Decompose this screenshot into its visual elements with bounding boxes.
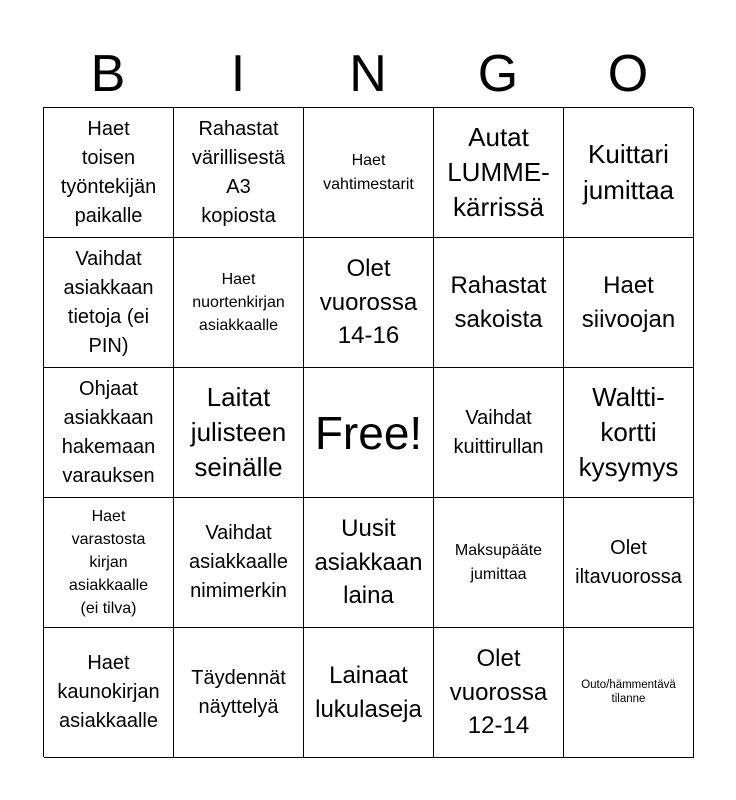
bingo-cell[interactable]: Olet iltavuorossa [564,498,694,628]
header-letter-b: B [90,45,126,103]
bingo-board [43,107,693,757]
bingo-cell[interactable]: Haet vahtimestarit [304,108,434,238]
header-letter-g: G [477,45,519,103]
bingo-cell[interactable]: Lainaat lukulaseja [304,628,434,758]
bingo-cell[interactable]: Uusit asiakkaan laina [304,498,434,628]
bingo-cell[interactable]: Rahastat värillisestä A3 kopiosta [174,108,304,238]
bingo-cell[interactable]: Laitat julisteen seinälle [174,368,304,498]
bingo-header [43,40,693,108]
bingo-cell[interactable]: Vaihdat kuittirullan [434,368,564,498]
bingo-cell[interactable]: Maksupääte jumittaa [434,498,564,628]
bingo-cell[interactable]: Haet siivoojan [564,238,694,368]
bingo-cell[interactable]: Ohjaat asiakkaan hakemaan varauksen [44,368,174,498]
bingo-cell[interactable]: Haet nuortenkirjan asiakkaalle [174,238,304,368]
header-letter-n: N [349,45,387,103]
bingo-cell[interactable]: Kuittari jumittaa [564,108,694,238]
header-letter-i: I [230,45,246,103]
header-letter-o: O [607,45,649,103]
bingo-cell[interactable]: Haet kaunokirjan asiakkaalle [44,628,174,758]
bingo-cell[interactable]: Haet varastosta kirjan asiakkaalle (ei tilva) [44,498,174,628]
bingo-cell[interactable]: Outo/hämmentävä tilanne [564,628,694,758]
bingo-cell[interactable]: Olet vuorossa 14-16 [304,238,434,368]
bingo-cell[interactable]: Autat LUMME- kärrissä [434,108,564,238]
bingo-cell[interactable]: Rahastat sakoista [434,238,564,368]
bingo-cell[interactable]: Vaihdat asiakkaan tietoja (ei PIN) [44,238,174,368]
bingo-cell[interactable]: Haet toisen työntekijän paikalle [44,108,174,238]
bingo-cell[interactable]: Olet vuorossa 12-14 [434,628,564,758]
bingo-cell[interactable]: Täydennät näyttelyä [174,628,304,758]
bingo-cell[interactable]: Vaihdat asiakkaalle nimimerkin [174,498,304,628]
bingo-cell[interactable]: Waltti- kortti kysymys [564,368,694,498]
free-space-cell[interactable]: Free! [304,368,434,498]
